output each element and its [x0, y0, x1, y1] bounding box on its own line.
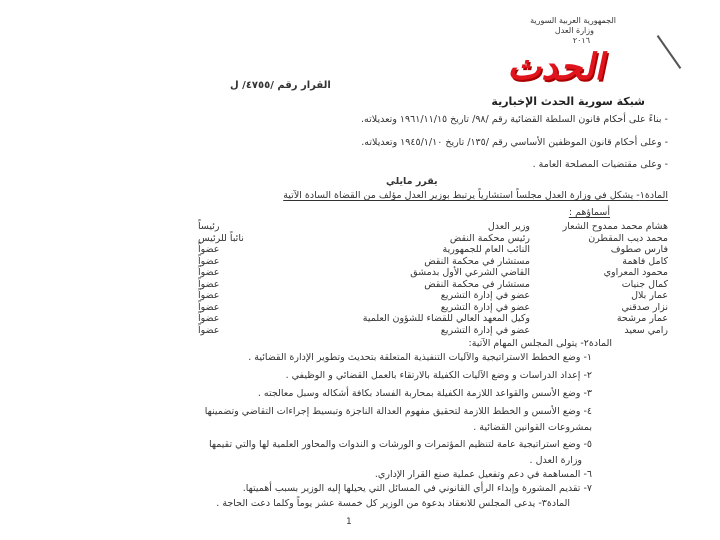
task-item: ٢- إعداد الدراسات و وضع الآليات الكفيلة بالارتقاء بالعمل القضائي و الوظيفي . [285, 370, 592, 381]
member-name: محمود المعراوي [603, 267, 668, 278]
member-role: عضواً [198, 278, 220, 290]
decides-heading: يقرر مايلي [386, 176, 438, 187]
member-position: النائب العام للجمهورية [442, 244, 530, 255]
preamble-line: - بناءً على أحكام قانون السلطة القضائية رقم /٩٨/ تاريخ ١٩٦١/١١/١٥ وتعديلاته. [361, 114, 668, 125]
member-position: مستشار في محكمة النقض [424, 255, 530, 267]
member-name: هشام محمد ممدوح الشعار [562, 221, 668, 232]
member-name: رامي سعيد [624, 324, 668, 336]
member-role: عضواً [198, 244, 220, 255]
member-position: القاضي الشرعي الأول بدمشق [410, 267, 530, 278]
member-role: رئيساً [198, 221, 220, 232]
article-1-text: المادة١- يشكل في وزارة العدل مجلساً استشارياً يرتبط بوزير العدل مؤلف من القضاة السادة الآتية [283, 190, 668, 201]
member-name: كامل فاهمة [622, 255, 668, 267]
member-name: كمال جنيات [621, 278, 668, 290]
member-name: عمار مرشحة [616, 313, 668, 324]
preamble-line: - وعلى أحكام قانون الموظفين الأساسي رقم /١٣٥/ تاريخ ١٩٤٥/١/١٠ وتعديلاته. [361, 137, 668, 148]
member-role: عضواً [198, 290, 220, 301]
names-heading [569, 207, 610, 219]
member-position: مستشار في محكمة النقض [424, 278, 530, 290]
task-item: ٦- المساهمة في دعم وتفعيل عملية صنع القرار الإداري. [374, 469, 592, 480]
pen-mark [657, 35, 682, 69]
names-heading-text: أسماؤهم : [568, 207, 610, 218]
task-item-continuation: بمشروعات القوانين القضائية . [473, 422, 592, 433]
task-item: ١- وضع الخطط الاستراتيجية والآليات التنفيذية المتعلقة بتحديث وتطوير الإدارة القضائية . [248, 352, 592, 363]
member-position: عضو في إدارة التشريع [440, 301, 530, 313]
task-item: ٣- وضع الأسس والقواعد اللازمة الكفيلة بمحاربة الفساد بكافة أشكاله وسبل معالجته . [257, 388, 592, 399]
logo-header-line: وزارة العدل [554, 26, 594, 35]
task-item-continuation: وزارة العدل . [529, 455, 582, 466]
member-name: محمد ديب المقطرن [588, 232, 668, 244]
member-position: عضو في إدارة التشريع [440, 324, 530, 336]
article-2: المادة٢- يتولى المجلس المهام الآتية: [468, 338, 612, 349]
member-role: عضواً [198, 301, 220, 313]
article-1 [283, 190, 668, 202]
logo-brand-word: الحدث [505, 46, 612, 88]
member-position: وكيل المعهد العالي للقضاء للشؤون العلمية [362, 313, 530, 324]
member-position: عضو في إدارة التشريع [440, 290, 530, 301]
member-role: عضواً [198, 267, 220, 278]
logo-header-line: ٢٠١٦ [572, 36, 590, 45]
member-role: عضواً [198, 313, 220, 324]
news-logo [470, 16, 650, 92]
member-position: رئيس محكمة النقض [449, 232, 530, 244]
article-3: المادة٣- يدعى المجلس للانعقاد بدعوة من الوزير كل خمسة عشر يوماً وكلما دعت الحاجة . [216, 498, 570, 509]
logo-header-line: الجمهورية العربية السورية [530, 16, 616, 25]
member-role: نائباً للرئيس [198, 232, 244, 244]
task-item: ٤- وضع الأسس و الخطط اللازمة لتحقيق مفهوم العدالة الناجزة وتبسيط إجراءات التقاضي وتضمينها [204, 406, 592, 417]
member-name: نزار صدقني [621, 301, 668, 313]
task-item: ٥- وضع استراتيجية عامة لتنظيم المؤتمرات و الورشات و الندوات والمحاور العلمية لها والتي تقيمها [209, 439, 592, 450]
preamble-line: - وعلى مقتضيات المصلحة العامة . [532, 159, 668, 170]
decision-title: القرار رقم /٤٧٥٥/ ل [230, 80, 331, 91]
task-item: ٧- تقديم المشورة وإبداء الرأي القانوني في المسائل التي يحيلها إليه الوزير بسبب أهميتها. [242, 483, 592, 494]
member-position: وزير العدل [487, 221, 530, 232]
member-name: عمار بلال [631, 290, 668, 301]
member-role: عضواً [198, 324, 220, 336]
member-role: عضواً [198, 255, 220, 267]
member-name: فارس صطوف [610, 244, 668, 255]
page-number: 1 [346, 517, 352, 527]
network-name: شبكة سورية الحدث الإخبارية [491, 95, 645, 108]
